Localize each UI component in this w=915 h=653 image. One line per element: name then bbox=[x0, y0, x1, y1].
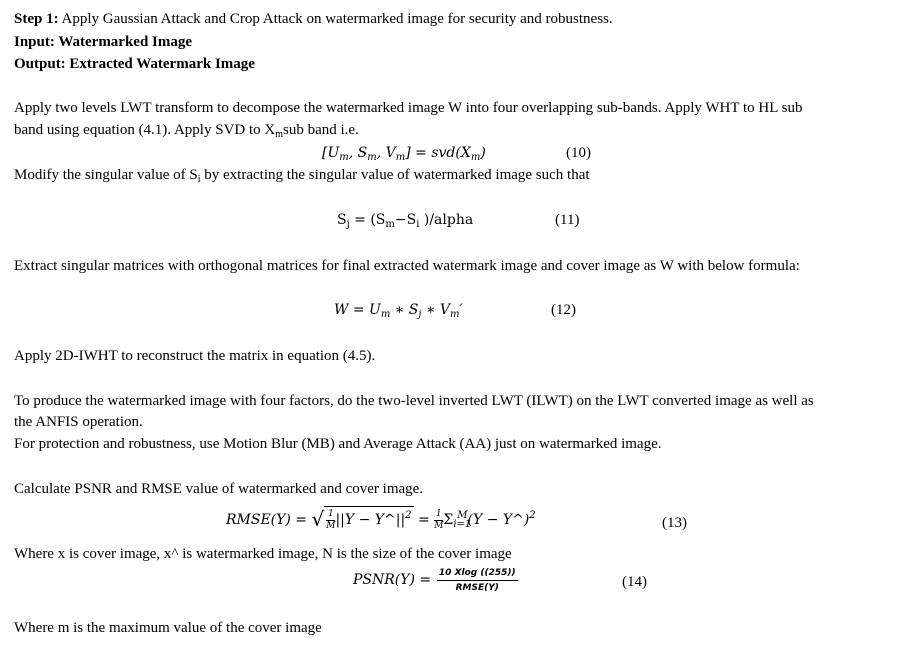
equation-12: $W = U_m$ ∗ $S_j$ ∗ $V_m'$ bbox=[334, 302, 463, 320]
equation-10: [$U_m$, $S_m$, $V_m] = svd(X_m)$ bbox=[322, 145, 486, 163]
equation-14-denominator: RMSE(Y) bbox=[455, 583, 499, 593]
equation-12-number: (12) bbox=[551, 302, 576, 318]
equation-14 bbox=[353, 566, 518, 595]
step-text: Apply Gaussian Attack and Crop Attack on watermarked image for security and robustness. bbox=[58, 11, 613, 27]
equation-14-number: (14) bbox=[622, 574, 647, 590]
iwht-line: Apply 2D-IWHT to reconstruct the matrix in equation (4.5). bbox=[14, 348, 376, 364]
equation-14-fraction bbox=[437, 566, 518, 595]
equation-13: RMSE(Y) = √ $\frac{1}{M}$ $||Y - Y\^{}||^2$ = $\frac{1}{M}$ $\Sigma_{i=1}^M(Y$ − Y^)$^2$ bbox=[226, 507, 536, 531]
equation-11: $S_j = (S_m-S_i$ )/alpha bbox=[337, 212, 474, 230]
equation-11-number: (11) bbox=[555, 212, 580, 228]
para1-line2 bbox=[14, 121, 359, 140]
para1-line2-text: band using equation (4.1). Apply SVD to X bbox=[14, 122, 276, 138]
equation-13-number: (13) bbox=[662, 515, 687, 531]
produce-line1: To produce the watermarked image with four factors, do the two-level inverted LWT (ILWT) on the LWT converted image as well as bbox=[14, 393, 814, 409]
input-line: Input: Watermarked Image bbox=[14, 34, 193, 50]
para1-line2-post: sub band i.e. bbox=[283, 122, 359, 138]
output-line: Output: Extracted Watermark Image bbox=[14, 56, 255, 72]
para1-line2-sub: m bbox=[275, 129, 284, 140]
where2-line: Where m is the maximum value of the cover image bbox=[14, 620, 322, 636]
modify-text: Modify the singular value of S bbox=[14, 167, 198, 183]
step-label: Step 1: bbox=[14, 11, 59, 27]
equation-10-number: (10) bbox=[566, 145, 591, 161]
equation-14-numerator: 10 Xlog ((255)) bbox=[437, 566, 518, 581]
produce-line3: For protection and robustness, use Motion Blur (MB) and Average Attack (AA) just on watermarked image. bbox=[14, 436, 662, 452]
modify-line bbox=[14, 166, 590, 185]
calc-line: Calculate PSNR and RMSE value of watermarked and cover image. bbox=[14, 481, 424, 497]
produce-line2: the ANFIS operation. bbox=[14, 414, 143, 430]
modify-post: by extracting the singular value of watermarked image such that bbox=[200, 167, 590, 183]
equation-14-lhs: PSNR(Y) = bbox=[353, 572, 432, 588]
where1-line: Where x is cover image, x^ is watermarked image, N is the size of the cover image bbox=[14, 546, 512, 562]
para1-line1: Apply two levels LWT transform to decompose the watermarked image W into four overlapping sub-bands. Apply WHT to HL sub bbox=[14, 100, 803, 116]
extract-line: Extract singular matrices with orthogonal matrices for final extracted watermark image and cover image as W with below formula: bbox=[14, 258, 800, 274]
step-line bbox=[14, 10, 613, 29]
modify-sub: i bbox=[197, 174, 201, 185]
